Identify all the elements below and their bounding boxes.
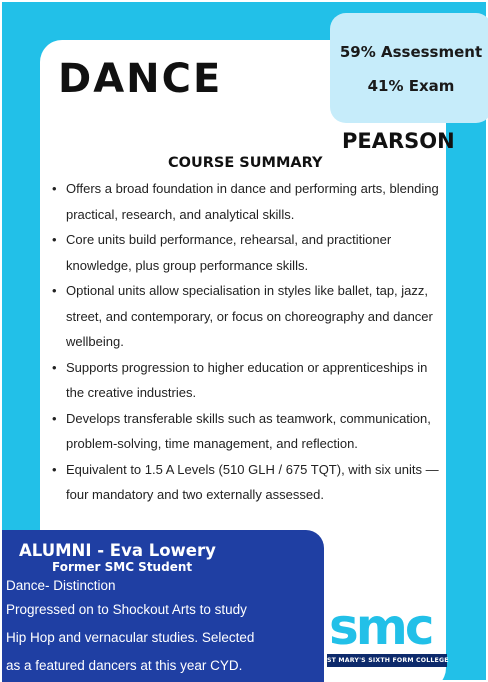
list-item: • Supports progression to higher education or apprenticeships in the creative industries.	[50, 355, 442, 406]
list-item: • Optional units allow specialisation in styles like ballet, tap, jazz, street, and contemporary, or focus on choreography and dancer wellbeing.	[50, 278, 442, 355]
list-item: • Offers a broad foundation in dance and performing arts, blending practical, research, and analytical skills.	[50, 176, 442, 227]
alumni-text-line: Progressed on to Shockout Arts to study	[6, 602, 247, 617]
smc-logo-mark	[327, 598, 447, 652]
assessment-box	[330, 13, 488, 123]
exam-percentage: 41% Exam	[367, 77, 455, 95]
page-title: DANCE	[58, 56, 223, 102]
alumni-text-line: as a featured dancers at this year CYD.	[6, 658, 243, 673]
list-item: • Develops transferable skills such as teamwork, communication, problem-solving, time management, and reflection.	[50, 406, 442, 457]
list-item: • Core units build performance, rehearsal, and practitioner knowledge, plus group performance skills.	[50, 227, 442, 278]
college-logo	[327, 598, 447, 670]
logo-mark-text: smc	[329, 598, 432, 652]
logo-college-name: ST MARY'S SIXTH FORM COLLEGE	[327, 654, 447, 667]
alumni-text-line: Hip Hop and vernacular studies. Selected	[6, 630, 255, 645]
list-item: • Equivalent to 1.5 A Levels (510 GLH / 675 TQT), with six units — four mandatory and two externally assessed.	[50, 457, 442, 508]
course-summary-heading: COURSE SUMMARY	[168, 155, 323, 171]
alumni-title: ALUMNI - Eva Lowery	[19, 541, 216, 560]
alumni-subtitle: Former SMC Student	[52, 560, 193, 574]
alumni-text-line: Dance- Distinction	[6, 578, 116, 593]
awarding-body: PEARSON	[342, 129, 455, 153]
course-summary-list	[50, 176, 442, 508]
assessment-percentage: 59% Assessment	[339, 43, 483, 61]
